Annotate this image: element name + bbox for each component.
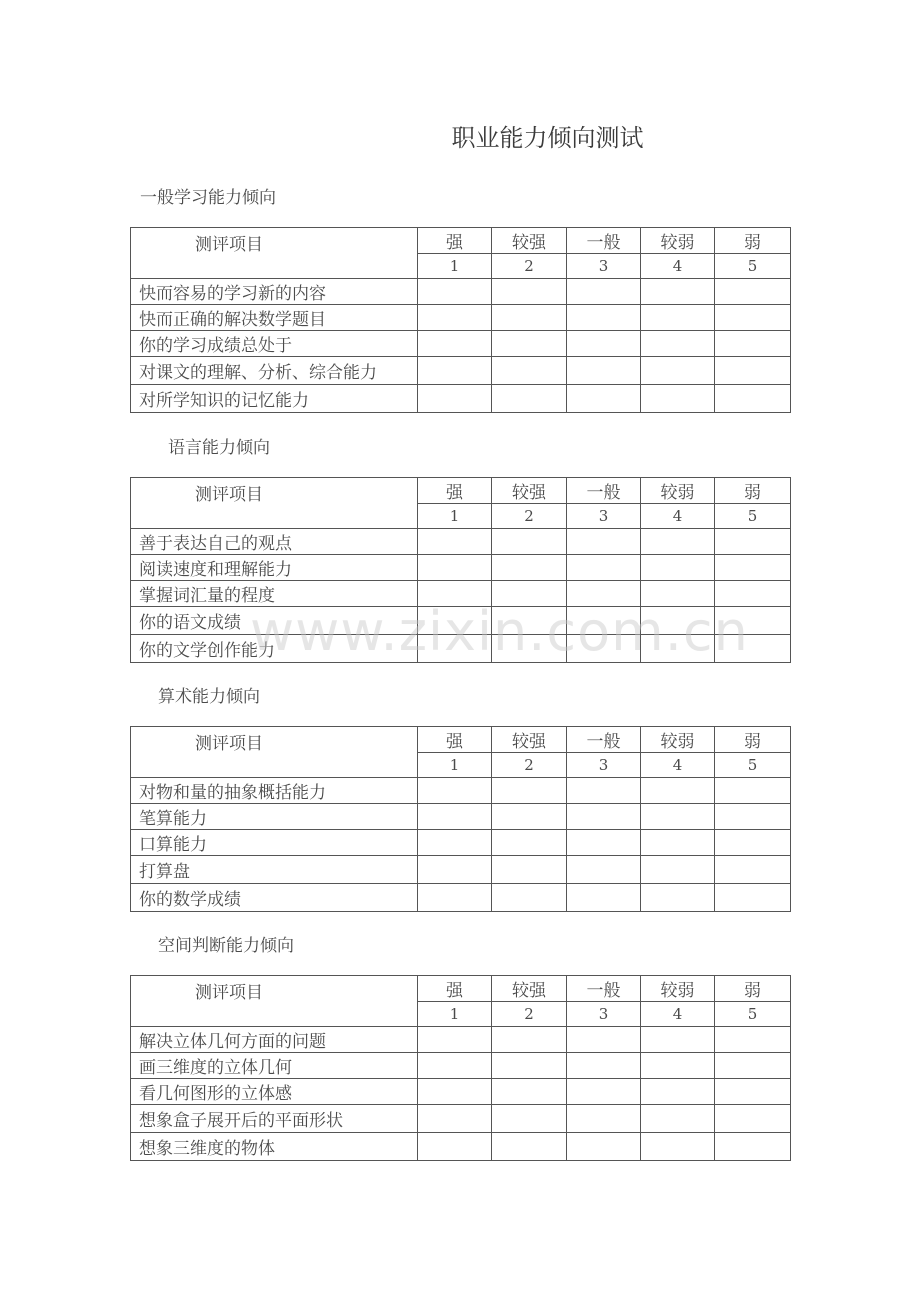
rating-answer-cell[interactable]: [641, 1027, 715, 1053]
rating-answer-cell[interactable]: [715, 529, 791, 555]
rating-answer-cell[interactable]: [492, 555, 567, 581]
rating-table-language: [130, 477, 791, 663]
test-item-label: 掌握词汇量的程度: [131, 581, 418, 607]
table-row: [131, 1133, 791, 1161]
test-item-label: 解决立体几何方面的问题: [131, 1027, 418, 1053]
rating-answer-cell[interactable]: [641, 331, 715, 357]
item-column-header: 测评项目: [131, 727, 418, 778]
table-row: [131, 1105, 791, 1133]
rating-answer-cell[interactable]: [567, 279, 641, 305]
table-header-row: [131, 228, 791, 254]
table-row: [131, 357, 791, 385]
rating-answer-cell[interactable]: [715, 830, 791, 856]
table-row: [131, 884, 791, 912]
test-item-label: 打算盘: [131, 856, 418, 884]
rating-answer-cell[interactable]: [715, 635, 791, 663]
test-item-label: 画三维度的立体几何: [131, 1053, 418, 1079]
rating-answer-cell[interactable]: [567, 635, 641, 663]
rating-answer-cell[interactable]: [418, 1133, 492, 1161]
rating-label: 一般: [567, 976, 641, 1002]
rating-answer-cell[interactable]: [715, 1133, 791, 1161]
rating-label: 较强: [492, 727, 567, 753]
rating-label: 较弱: [641, 727, 715, 753]
rating-answer-cell[interactable]: [567, 778, 641, 804]
test-item-label: 想象盒子展开后的平面形状: [131, 1105, 418, 1133]
test-item-label: 笔算能力: [131, 804, 418, 830]
test-item-label: 口算能力: [131, 830, 418, 856]
score-label: 5: [715, 753, 791, 778]
rating-answer-cell[interactable]: [641, 305, 715, 331]
rating-answer-cell[interactable]: [492, 830, 567, 856]
section-title-language: 语言能力倾向: [168, 438, 270, 458]
item-column-header: 测评项目: [131, 976, 418, 1027]
rating-label: 较强: [492, 976, 567, 1002]
score-label: 2: [492, 753, 567, 778]
rating-answer-cell[interactable]: [641, 555, 715, 581]
rating-answer-cell[interactable]: [492, 1133, 567, 1161]
score-label: 5: [715, 504, 791, 529]
rating-answer-cell[interactable]: [641, 856, 715, 884]
rating-answer-cell[interactable]: [567, 529, 641, 555]
rating-answer-cell[interactable]: [418, 305, 492, 331]
rating-answer-cell[interactable]: [715, 1079, 791, 1105]
item-column-header: 测评项目: [131, 478, 418, 529]
rating-answer-cell[interactable]: [492, 529, 567, 555]
rating-answer-cell[interactable]: [715, 279, 791, 305]
rating-answer-cell[interactable]: [418, 635, 492, 663]
rating-answer-cell[interactable]: [715, 555, 791, 581]
rating-answer-cell[interactable]: [492, 804, 567, 830]
rating-answer-cell[interactable]: [492, 884, 567, 912]
watermark: www.zixin.com.cn: [250, 600, 749, 663]
table-row: [131, 385, 791, 413]
table-row: [131, 778, 791, 804]
score-label: 1: [418, 753, 492, 778]
rating-answer-cell[interactable]: [641, 357, 715, 385]
test-item-label: 阅读速度和理解能力: [131, 555, 418, 581]
rating-answer-cell[interactable]: [567, 830, 641, 856]
rating-answer-cell[interactable]: [715, 607, 791, 635]
rating-label: 一般: [567, 228, 641, 254]
rating-answer-cell[interactable]: [418, 1053, 492, 1079]
rating-answer-cell[interactable]: [567, 607, 641, 635]
score-label: 1: [418, 504, 492, 529]
rating-answer-cell[interactable]: [641, 1079, 715, 1105]
rating-answer-cell[interactable]: [567, 856, 641, 884]
table-row: [131, 529, 791, 555]
rating-answer-cell[interactable]: [567, 555, 641, 581]
rating-answer-cell[interactable]: [715, 305, 791, 331]
page-title: 职业能力倾向测试: [451, 124, 644, 152]
rating-answer-cell[interactable]: [715, 1053, 791, 1079]
rating-answer-cell[interactable]: [641, 581, 715, 607]
rating-label: 弱: [715, 976, 791, 1002]
table-row: [131, 581, 791, 607]
rating-answer-cell[interactable]: [567, 357, 641, 385]
table-row: [131, 830, 791, 856]
score-label: 4: [641, 254, 715, 279]
section-title-arithmetic: 算术能力倾向: [158, 687, 260, 707]
rating-label: 弱: [715, 727, 791, 753]
score-label: 2: [492, 504, 567, 529]
score-label: 3: [567, 504, 641, 529]
score-label: 1: [418, 254, 492, 279]
score-label: 3: [567, 1002, 641, 1027]
table-header-row: [131, 478, 791, 504]
rating-answer-cell[interactable]: [418, 279, 492, 305]
rating-answer-cell[interactable]: [418, 1079, 492, 1105]
table-row: [131, 856, 791, 884]
test-item-label: 你的学习成绩总处于: [131, 331, 418, 357]
table-header-row: [131, 976, 791, 1002]
table-header-row: [131, 727, 791, 753]
rating-answer-cell[interactable]: [418, 581, 492, 607]
rating-answer-cell[interactable]: [567, 1105, 641, 1133]
test-item-label: 对所学知识的记忆能力: [131, 385, 418, 413]
rating-label: 较弱: [641, 478, 715, 504]
rating-answer-cell[interactable]: [492, 778, 567, 804]
test-item-label: 快而容易的学习新的内容: [131, 279, 418, 305]
rating-answer-cell[interactable]: [567, 804, 641, 830]
score-label: 3: [567, 254, 641, 279]
rating-answer-cell[interactable]: [567, 884, 641, 912]
rating-answer-cell[interactable]: [715, 884, 791, 912]
score-label: 2: [492, 1002, 567, 1027]
rating-answer-cell[interactable]: [715, 331, 791, 357]
rating-answer-cell[interactable]: [641, 830, 715, 856]
rating-answer-cell[interactable]: [715, 778, 791, 804]
table-row: [131, 1079, 791, 1105]
rating-answer-cell[interactable]: [715, 357, 791, 385]
rating-answer-cell[interactable]: [418, 856, 492, 884]
rating-answer-cell[interactable]: [567, 1133, 641, 1161]
table-row: [131, 635, 791, 663]
test-item-label: 快而正确的解决数学题目: [131, 305, 418, 331]
table-row: [131, 305, 791, 331]
rating-label: 较强: [492, 228, 567, 254]
rating-answer-cell[interactable]: [492, 331, 567, 357]
rating-answer-cell[interactable]: [641, 778, 715, 804]
rating-label: 强: [418, 727, 492, 753]
rating-answer-cell[interactable]: [715, 804, 791, 830]
test-item-label: 对物和量的抽象概括能力: [131, 778, 418, 804]
rating-answer-cell[interactable]: [567, 331, 641, 357]
score-label: 4: [641, 1002, 715, 1027]
rating-label: 一般: [567, 727, 641, 753]
rating-answer-cell[interactable]: [641, 1133, 715, 1161]
test-item-label: 善于表达自己的观点: [131, 529, 418, 555]
rating-answer-cell[interactable]: [641, 529, 715, 555]
rating-answer-cell[interactable]: [715, 581, 791, 607]
rating-answer-cell[interactable]: [715, 1027, 791, 1053]
rating-answer-cell[interactable]: [492, 1079, 567, 1105]
rating-label: 弱: [715, 478, 791, 504]
rating-answer-cell[interactable]: [641, 804, 715, 830]
table-row: [131, 279, 791, 305]
rating-answer-cell[interactable]: [418, 357, 492, 385]
rating-answer-cell[interactable]: [715, 1105, 791, 1133]
rating-answer-cell[interactable]: [418, 830, 492, 856]
rating-answer-cell[interactable]: [641, 884, 715, 912]
rating-answer-cell[interactable]: [418, 607, 492, 635]
rating-answer-cell[interactable]: [492, 1027, 567, 1053]
rating-answer-cell[interactable]: [641, 1053, 715, 1079]
rating-answer-cell[interactable]: [567, 581, 641, 607]
table-row: [131, 804, 791, 830]
rating-label: 一般: [567, 478, 641, 504]
rating-answer-cell[interactable]: [715, 856, 791, 884]
rating-label: 较弱: [641, 228, 715, 254]
score-label: 3: [567, 753, 641, 778]
table-row: [131, 1027, 791, 1053]
rating-label: 强: [418, 228, 492, 254]
rating-table-spatial: [130, 975, 791, 1161]
rating-table-general-learning: [130, 227, 791, 413]
rating-answer-cell[interactable]: [492, 607, 567, 635]
section-title-spatial: 空间判断能力倾向: [158, 936, 294, 956]
rating-answer-cell[interactable]: [492, 1105, 567, 1133]
score-label: 2: [492, 254, 567, 279]
test-item-label: 你的文学创作能力: [131, 635, 418, 663]
rating-answer-cell[interactable]: [641, 1105, 715, 1133]
rating-table-arithmetic: [130, 726, 791, 912]
rating-answer-cell[interactable]: [418, 1027, 492, 1053]
rating-answer-cell[interactable]: [641, 607, 715, 635]
table-row: [131, 555, 791, 581]
rating-answer-cell[interactable]: [715, 385, 791, 413]
rating-label: 强: [418, 976, 492, 1002]
table-row: [131, 607, 791, 635]
rating-label: 强: [418, 478, 492, 504]
test-item-label: 对课文的理解、分析、综合能力: [131, 357, 418, 385]
rating-label: 较弱: [641, 976, 715, 1002]
rating-answer-cell[interactable]: [641, 635, 715, 663]
rating-answer-cell[interactable]: [418, 804, 492, 830]
score-label: 5: [715, 254, 791, 279]
rating-answer-cell[interactable]: [418, 1105, 492, 1133]
rating-answer-cell[interactable]: [492, 1053, 567, 1079]
rating-answer-cell[interactable]: [418, 331, 492, 357]
rating-answer-cell[interactable]: [418, 555, 492, 581]
rating-answer-cell[interactable]: [492, 357, 567, 385]
rating-answer-cell[interactable]: [567, 385, 641, 413]
section-title-general-learning: 一般学习能力倾向: [140, 188, 276, 208]
table-row: [131, 1053, 791, 1079]
rating-answer-cell[interactable]: [418, 529, 492, 555]
rating-answer-cell[interactable]: [567, 1053, 641, 1079]
rating-answer-cell[interactable]: [492, 279, 567, 305]
table-row: [131, 331, 791, 357]
score-label: 4: [641, 753, 715, 778]
rating-label: 较强: [492, 478, 567, 504]
rating-answer-cell[interactable]: [418, 385, 492, 413]
test-item-label: 想象三维度的物体: [131, 1133, 418, 1161]
rating-answer-cell[interactable]: [492, 385, 567, 413]
score-label: 5: [715, 1002, 791, 1027]
rating-answer-cell[interactable]: [567, 1027, 641, 1053]
rating-answer-cell[interactable]: [567, 305, 641, 331]
score-label: 1: [418, 1002, 492, 1027]
item-column-header: 测评项目: [131, 228, 418, 279]
rating-answer-cell[interactable]: [418, 778, 492, 804]
rating-answer-cell[interactable]: [492, 305, 567, 331]
rating-answer-cell[interactable]: [492, 635, 567, 663]
rating-answer-cell[interactable]: [418, 884, 492, 912]
rating-answer-cell[interactable]: [492, 856, 567, 884]
rating-answer-cell[interactable]: [567, 1079, 641, 1105]
score-label: 4: [641, 504, 715, 529]
rating-label: 弱: [715, 228, 791, 254]
test-item-label: 你的语文成绩: [131, 607, 418, 635]
rating-answer-cell[interactable]: [641, 385, 715, 413]
rating-answer-cell[interactable]: [641, 279, 715, 305]
rating-answer-cell[interactable]: [492, 581, 567, 607]
test-item-label: 你的数学成绩: [131, 884, 418, 912]
test-item-label: 看几何图形的立体感: [131, 1079, 418, 1105]
